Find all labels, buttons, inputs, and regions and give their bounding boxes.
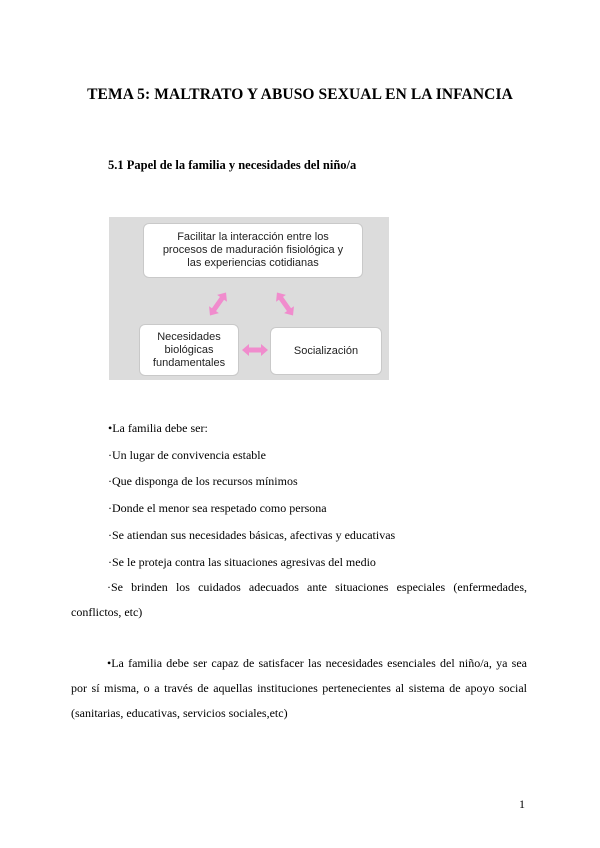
box-biological-needs-text: Necesidades biológicas fundamentales [152,330,226,369]
double-arrow-top-left [205,289,231,319]
list-item: ·Que disponga de los recursos mínimos [108,474,298,488]
list-item: ·Se atiendan sus necesidades básicas, afectivas y educativas [108,528,396,542]
family-needs-diagram [109,217,389,380]
double-arrow-top-right [272,289,298,319]
box-biological-needs [139,324,239,376]
body-paragraph-text: •La familia debe ser capaz de satisfacer las necesidades esenciales del niño/a, ya sea por sí misma, o a través de aquellas instituciones pertenecientes al sistema de apoyo social (sanitarias, educativas, servicios sociales,etc) [71,656,527,720]
section-heading: 5.1 Papel de la familia y necesidades del niño/a [108,158,357,172]
box-interaction [143,223,363,278]
page-number: 1 [519,797,525,811]
list-item-long [71,575,527,625]
page-title: TEMA 5: MALTRATO Y ABUSO SEXUAL EN LA INFANCIA [87,86,513,103]
list-item-long-text: ·Se brinden los cuidados adecuados ante situaciones especiales (enfermedades, conflictos, etc) [71,580,527,619]
box-interaction-text: Facilitar la interacción entre los procesos de maduración fisiológica y las experiencias cotidianas [162,231,344,269]
box-socialization [270,327,382,375]
body-paragraph [71,651,527,726]
list-item: ·Un lugar de convivencia estable [108,448,266,462]
box-socialization-text: Socialización [293,344,359,357]
list-intro: •La familia debe ser: [108,421,208,435]
list-item: ·Se le proteja contra las situaciones agresivas del medio [108,555,376,569]
double-arrow-left-right [242,344,268,356]
list-item: ·Donde el menor sea respetado como persona [108,501,327,515]
